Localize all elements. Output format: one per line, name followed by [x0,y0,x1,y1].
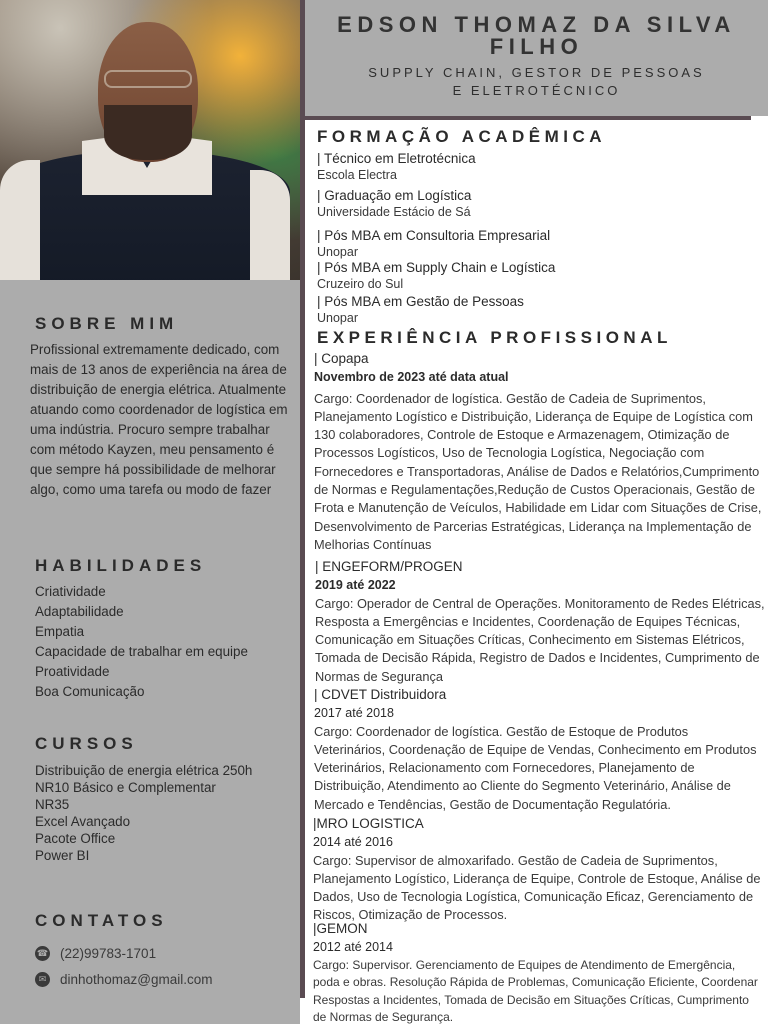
job-company: | ENGEFORM/PROGEN [315,559,463,574]
job-company: |GEMON [313,921,368,936]
list-item: Proatividade [35,664,110,679]
courses-list [35,762,252,864]
full-name [305,14,768,58]
job-role [305,64,768,100]
education-item [317,228,550,260]
phone-icon: ☎ [35,946,50,961]
list-item: Capacidade de trabalhar em equipe [35,644,248,659]
education-school: Universidade Estácio de Sá [317,205,471,219]
job-description: Cargo: Operador de Central de Operações. Monitoramento de Redes Elétricas, Resposta a Emergências e Incidentes, Coordenação de Equipes Técnicas, Comunicação em Situações Críticas, Conhecimento em Sistemas Elétricos, Tomada de Decisão Rápida, Registro de Dados e Incidentes, Cumprimento de Normas de Segurança [315,595,765,684]
profile-photo [0,0,300,280]
education-degree: | Pós MBA em Gestão de Pessoas [317,294,524,309]
name-line-1: EDSON THOMAZ DA SILVA [337,12,736,37]
job-entry [314,350,766,554]
education-item [317,188,471,220]
role-line-2: E ELETROTÉCNICO [452,83,621,98]
job-entry [314,686,762,814]
job-description: Cargo: Coordenador de logística. Gestão de Estoque de Produtos Veterinários, Coordenação de Equipe de Vendas, Conhecimento em Produtos Veterinários, Relacionamento com Fornecedores, Planejamento de Distribuição, Atendimento ao Cliente do Segmento Veterinário, Análise de Mercado e Tendências, Gestão de Documentação Regulatória. [314,723,757,812]
education-school: Cruzeiro do Sul [317,277,404,291]
education-school: Escola Electra [317,168,397,182]
job-date: Novembro de 2023 até data atual [314,370,509,385]
photo-shirt-right [250,170,290,280]
email-icon: ✉ [35,972,50,987]
education-title: FORMAÇÃO ACADÊMICA [317,127,607,146]
list-item: Power BI [35,848,90,863]
contact-phone[interactable] [35,946,156,961]
education-school: Unopar [317,311,358,325]
column-divider [300,0,305,998]
skills-title: HABILIDADES [35,556,207,575]
list-item: Empatia [35,624,85,639]
job-entry [313,920,765,1024]
job-company: |MRO LOGISTICA [313,816,424,831]
list-item: Adaptabilidade [35,604,124,619]
education-degree: | Graduação em Logística [317,188,472,203]
header-underline [305,116,751,120]
education-school: Unopar [317,245,358,259]
list-item: Pacote Office [35,831,116,846]
list-item: NR35 [35,797,70,812]
education-degree: | Técnico em Eletrotécnica [317,151,476,166]
contacts-title: CONTATOS [35,911,168,930]
education-degree: | Pós MBA em Supply Chain e Logística [317,260,556,275]
job-company: | CDVET Distribuidora [314,687,447,702]
photo-glasses [104,70,192,88]
photo-beard [104,105,192,160]
job-date: 2017 até 2018 [314,706,394,721]
job-description: Cargo: Coordenador de logística. Gestão de Cadeia de Suprimentos, Planejamento Logístico e Distribuição, Liderança de Equipe de Logística com 130 colaboradores, Controle de Estoque e Armazenagem, Otimização de Processos Logísticos, Uso de Tecnologia Logística, Negociação com Fornecedores e Transportadoras, Análise de Dados e Relatórios,Cumprimento de Normas e Regulamentações,Redução de Custos Operacionais, Gestão de Frota e Manutenção de Veículos, Habilidade em Lidar com Situações de Crise, Desenvolvimento de Parcerias Estratégicas, Liderança na Implementação de Melhorias Contínuas [314,390,762,552]
job-date: 2012 até 2014 [313,940,393,955]
name-line-2: FILHO [489,34,584,59]
email-text: dinhothomaz@gmail.com [60,972,213,987]
education-item [317,260,555,292]
education-item [317,294,524,326]
header [305,0,768,116]
education-item [317,151,476,183]
job-entry [313,815,765,925]
photo-shirt-left [0,160,40,280]
left-column [0,0,300,1024]
about-text: Profissional extremamente dedicado, com mais de 13 anos de experiência na área de distribuição de energia elétrica. Atualmente atuando como coordenador de logística em uma indústria. Procuro sempre trabalhar com método Kayzen, meu pensamento é que sempre há possibilidade de melhorar algo, como uma tarefa ou modo de fazer [30,342,288,497]
role-line-1: SUPPLY CHAIN, GESTOR DE PESSOAS [368,65,705,80]
job-entry [315,558,767,686]
job-description: Cargo: Supervisor de almoxarifado. Gestão de Cadeia de Suprimentos, Planejamento Logístico, Liderança de Equipe, Controle de Estoque, Análise de Dados, Uso de Tecnologia Logística, Comunicação Eficaz, Gerenciamento de Riscos, Otimização de Processos. [313,852,761,923]
list-item: Excel Avançado [35,814,131,829]
list-item: Criatividade [35,584,106,599]
about-title: SOBRE MIM [35,314,179,333]
education-degree: | Pós MBA em Consultoria Empresarial [317,228,551,243]
job-date: 2014 até 2016 [313,835,393,850]
list-item: NR10 Básico e Complementar [35,780,216,795]
courses-title: CURSOS [35,734,138,753]
list-item: Boa Comunicação [35,684,145,699]
contact-email[interactable] [35,972,213,987]
job-description: Cargo: Supervisor. Gerenciamento de Equipes de Atendimento de Emergência, poda e obras. Resolução Rápida de Problemas, Comunicação Eficiente, Coordenar Respostas a Incidentes, Tomada de Decisão em Situações Críticas, Cumprimento de Normas de Segurança. [313,957,758,1024]
list-item: Distribuição de energia elétrica 250h [35,763,253,778]
job-company: | Copapa [314,351,369,366]
experience-title: EXPERIÊNCIA PROFISSIONAL [317,328,672,347]
skills-list [35,582,255,702]
phone-text: (22)99783-1701 [60,946,157,961]
job-date: 2019 até 2022 [315,578,396,593]
